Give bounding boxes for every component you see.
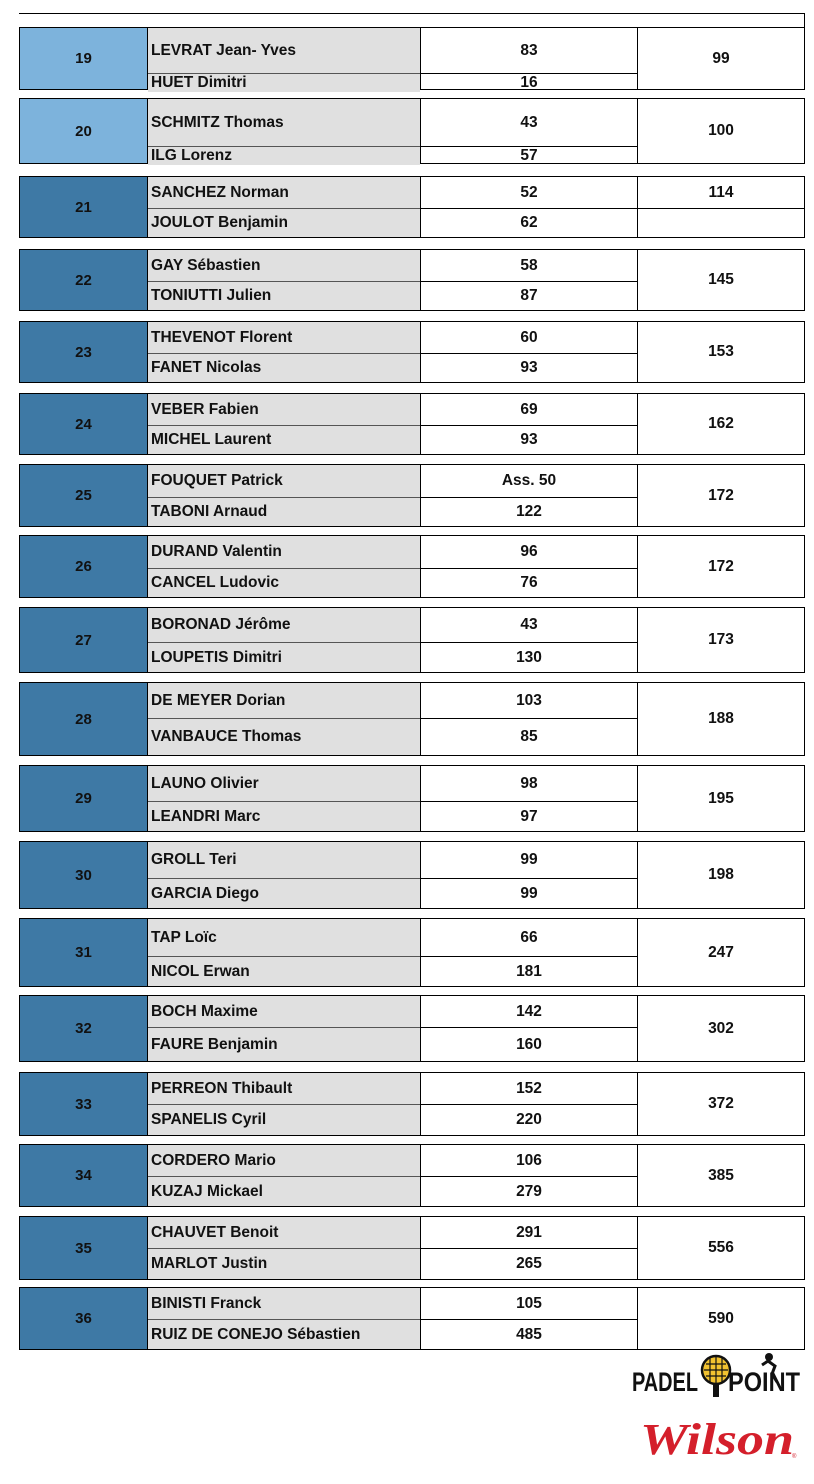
player-pair [147,1145,420,1206]
player-scores [420,766,637,831]
player-pair [147,99,420,163]
player-name: GAY Sébastien [148,250,420,281]
player-name: SPANELIS Cyril [148,1104,420,1135]
team-total: 556 [637,1217,805,1279]
player-scores [420,465,637,526]
player-name: VEBER Fabien [148,394,420,425]
player-name: VANBAUCE Thomas [148,718,420,755]
team-total: 198 [637,842,805,908]
player-pair [147,177,420,237]
player-pair [147,536,420,597]
player-score: 220 [421,1104,637,1135]
player-scores [420,28,637,89]
player-name: LEANDRI Marc [148,801,420,831]
player-score: 265 [421,1248,637,1279]
player-score: 106 [516,1151,542,1169]
rank-cell: 30 [19,842,147,908]
player-scores [420,1073,637,1135]
ranking-row [19,1072,805,1136]
team-total: 590 [637,1288,805,1349]
rank-cell: 26 [19,536,147,597]
rank-cell: 29 [19,766,147,831]
team-total: 172 [637,465,805,526]
ranking-row [19,27,805,90]
player-name: ILG Lorenz [148,146,420,165]
player-name: CORDERO Mario [148,1145,420,1176]
player-score: 87 [421,281,637,310]
rank-cell: 24 [19,394,147,454]
padel-point-logo [632,1351,802,1405]
player-name: PERREON Thibault [148,1073,420,1104]
rank-cell: 27 [19,608,147,672]
player-score: 98 [520,774,538,792]
player-score: 83 [520,41,538,59]
team-total: 195 [637,766,805,831]
player-score: 130 [421,642,637,672]
player-pair [147,1217,420,1279]
player-score: 93 [421,353,637,382]
ranking-row [19,535,805,598]
player-scores [420,683,637,755]
player-name: JOULOT Benjamin [148,208,420,237]
player-scores [420,1145,637,1206]
table-top-edge [19,13,805,27]
ranking-row [19,393,805,455]
player-score: 105 [516,1294,542,1312]
ranking-row [19,841,805,909]
svg-text:Wilson: Wilson [640,1415,794,1464]
player-name: FOUQUET Patrick [148,465,420,497]
team-total-value: 114 [708,183,734,201]
player-name: LAUNO Olivier [148,766,420,801]
player-pair [147,1073,420,1135]
ranking-row [19,321,805,383]
player-name: RUIZ DE CONEJO Sébastien [148,1319,420,1349]
player-pair [147,250,420,310]
player-score: 279 [421,1176,637,1206]
player-score: 60 [520,328,538,346]
player-scores [420,1288,637,1349]
team-total: 153 [637,322,805,382]
rank-cell: 33 [19,1073,147,1135]
player-score: 291 [516,1223,542,1241]
team-total: 188 [637,683,805,755]
player-pair [147,465,420,526]
rank-cell: 32 [19,996,147,1061]
player-scores [420,536,637,597]
player-pair [147,842,420,908]
player-pair [147,919,420,986]
player-scores [420,919,637,986]
player-scores [420,177,637,237]
player-score: 66 [520,928,538,946]
player-name: TABONI Arnaud [148,497,420,526]
player-name: LEVRAT Jean- Yves [148,28,420,73]
ranking-row [19,918,805,987]
player-score: 103 [516,691,542,709]
rank-cell: 20 [19,99,147,163]
player-name: DURAND Valentin [148,536,420,568]
rank-cell: 36 [19,1288,147,1349]
rank-cell: 21 [19,177,147,237]
player-pair [147,683,420,755]
player-pair [147,766,420,831]
player-name: KUZAJ Mickael [148,1176,420,1206]
player-scores [420,394,637,454]
player-score: 76 [421,568,637,597]
team-total [637,177,805,237]
player-score: 152 [516,1079,542,1097]
player-pair [147,1288,420,1349]
rank-cell: 23 [19,322,147,382]
player-score: 93 [421,425,637,454]
team-total: 99 [637,28,805,89]
player-scores [420,99,637,163]
player-score: 160 [421,1027,637,1061]
player-pair [147,394,420,454]
player-scores [420,322,637,382]
rank-cell: 25 [19,465,147,526]
player-score: 122 [421,497,637,526]
team-total: 172 [637,536,805,597]
player-name: GROLL Teri [148,842,420,878]
ranking-row [19,995,805,1062]
ranking-row [19,682,805,756]
svg-text:POINT: POINT [728,1367,801,1397]
ranking-row [19,1144,805,1207]
rank-cell: 22 [19,250,147,310]
player-name: MARLOT Justin [148,1248,420,1279]
svg-text:PADEL: PADEL [632,1367,698,1397]
team-total: 372 [637,1073,805,1135]
player-score: 52 [520,183,538,201]
player-score: 99 [421,878,637,908]
ranking-row [19,1216,805,1280]
player-score: 99 [520,851,538,868]
player-name: BOCH Maxime [148,996,420,1027]
player-scores [420,842,637,908]
team-total-empty [638,208,804,237]
rank-cell: 35 [19,1217,147,1279]
player-scores [420,996,637,1061]
player-pair [147,996,420,1061]
player-name: FANET Nicolas [148,353,420,382]
player-name: CHAUVET Benoit [148,1217,420,1248]
player-score: 142 [516,1002,542,1020]
team-total: 100 [637,99,805,163]
ranking-row [19,176,805,238]
player-name: NICOL Erwan [148,956,420,986]
team-total: 162 [637,394,805,454]
player-score: 181 [421,956,637,986]
player-scores [420,250,637,310]
rank-cell: 31 [19,919,147,986]
player-name: BORONAD Jérôme [148,608,420,642]
player-name: SANCHEZ Norman [148,177,420,208]
player-name: SCHMITZ Thomas [148,99,420,146]
team-total: 173 [637,608,805,672]
player-pair [147,28,420,89]
player-scores [420,608,637,672]
player-name: LOUPETIS Dimitri [148,642,420,672]
player-score: 16 [421,73,637,92]
team-total: 247 [637,919,805,986]
player-name: THEVENOT Florent [148,322,420,353]
player-score: 43 [520,616,538,633]
rank-cell: 28 [19,683,147,755]
player-name: TAP Loïc [148,919,420,956]
svg-text:®: ® [792,1454,797,1460]
player-name: TONIUTTI Julien [148,281,420,310]
player-name: CANCEL Ludovic [148,568,420,597]
player-score: 62 [421,208,637,237]
team-total: 145 [637,250,805,310]
player-score: 57 [421,146,637,165]
team-total: 302 [637,996,805,1061]
player-pair [147,608,420,672]
player-score: 96 [520,543,538,560]
player-score: 85 [421,718,637,755]
rank-cell: 34 [19,1145,147,1206]
player-name: FAURE Benjamin [148,1027,420,1061]
wilson-logo [640,1414,800,1462]
ranking-row [19,607,805,673]
player-pair [147,322,420,382]
player-name: DE MEYER Dorian [148,683,420,718]
player-name: GARCIA Diego [148,878,420,908]
player-score: 58 [520,256,538,274]
ranking-row [19,1287,805,1350]
player-name: BINISTI Franck [148,1288,420,1319]
player-score: 69 [520,400,538,418]
ranking-row [19,464,805,527]
ranking-row [19,765,805,832]
rank-cell: 19 [19,28,147,89]
player-score: 97 [421,801,637,831]
player-scores [420,1217,637,1279]
ranking-row [19,249,805,311]
player-score: Ass. 50 [501,472,557,489]
player-name: MICHEL Laurent [148,425,420,454]
player-score: 485 [421,1319,637,1349]
player-score: 43 [520,113,538,131]
team-total: 385 [637,1145,805,1206]
ranking-row [19,98,805,164]
player-name: HUET Dimitri [148,73,420,92]
